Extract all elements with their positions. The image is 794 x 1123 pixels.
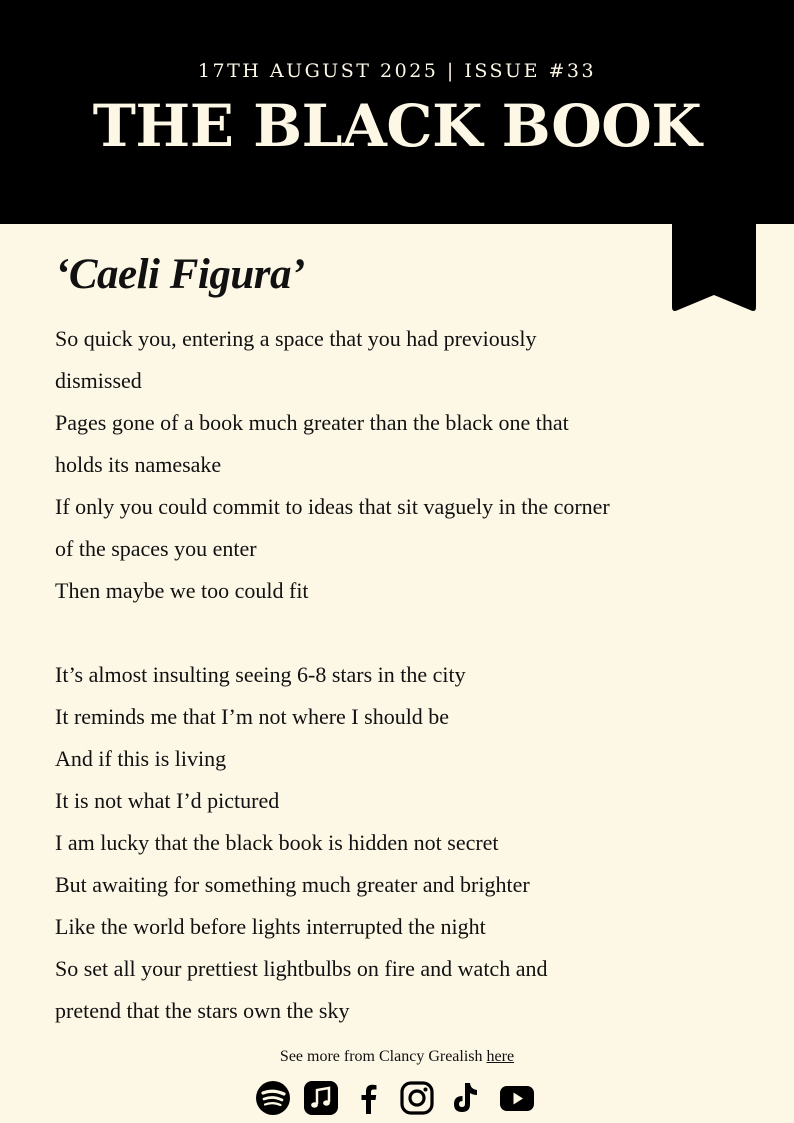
poem-line: pretend that the stars own the sky xyxy=(55,998,350,1023)
poem-line: So quick you, entering a space that you had previously xyxy=(55,326,537,351)
youtube-icon[interactable] xyxy=(495,1080,539,1116)
tiktok-icon[interactable] xyxy=(447,1080,483,1116)
poem-line: Pages gone of a book much greater than the black one that xyxy=(55,410,569,435)
spotify-icon[interactable] xyxy=(255,1080,291,1116)
bookmark-icon xyxy=(672,223,756,313)
poem-line: And if this is living xyxy=(55,746,227,771)
more-link[interactable]: here xyxy=(486,1048,515,1065)
poem-line: If only you could commit to ideas that sit vaguely in the corner xyxy=(55,494,610,519)
poem-body xyxy=(55,318,775,1032)
social-links xyxy=(0,1080,794,1116)
instagram-icon[interactable] xyxy=(399,1080,435,1116)
poem-line: It’s almost insulting seeing 6-8 stars in the city xyxy=(55,662,466,687)
poem-line: It is not what I’d pictured xyxy=(55,788,280,813)
masthead-title: THE BLACK BOOK xyxy=(92,92,702,160)
poem-line: It reminds me that I’m not where I should be xyxy=(55,704,450,729)
poem-line: of the spaces you enter xyxy=(55,536,257,561)
issue-date-line: 17TH AUGUST 2025 | ISSUE #33 xyxy=(197,60,597,82)
poem-line xyxy=(55,612,775,654)
footer-credit xyxy=(0,1048,794,1066)
poem-line: holds its namesake xyxy=(55,452,222,477)
poem-line: Like the world before lights interrupted the night xyxy=(55,914,486,939)
header-banner xyxy=(0,0,794,224)
poem-line: dismissed xyxy=(55,368,142,393)
apple-music-icon[interactable] xyxy=(303,1080,339,1116)
poem-line: I am lucky that the black book is hidden not secret xyxy=(55,830,499,855)
poem-line: Then maybe we too could fit xyxy=(55,578,309,603)
facebook-icon[interactable] xyxy=(351,1080,387,1116)
poem-title: ‘Caeli Figura’ xyxy=(55,251,305,298)
poem-line: But awaiting for something much greater and brighter xyxy=(55,872,530,897)
poem-line: So set all your prettiest lightbulbs on fire and watch and xyxy=(55,956,548,981)
footer-credit-text: See more from Clancy Grealish xyxy=(279,1048,483,1065)
